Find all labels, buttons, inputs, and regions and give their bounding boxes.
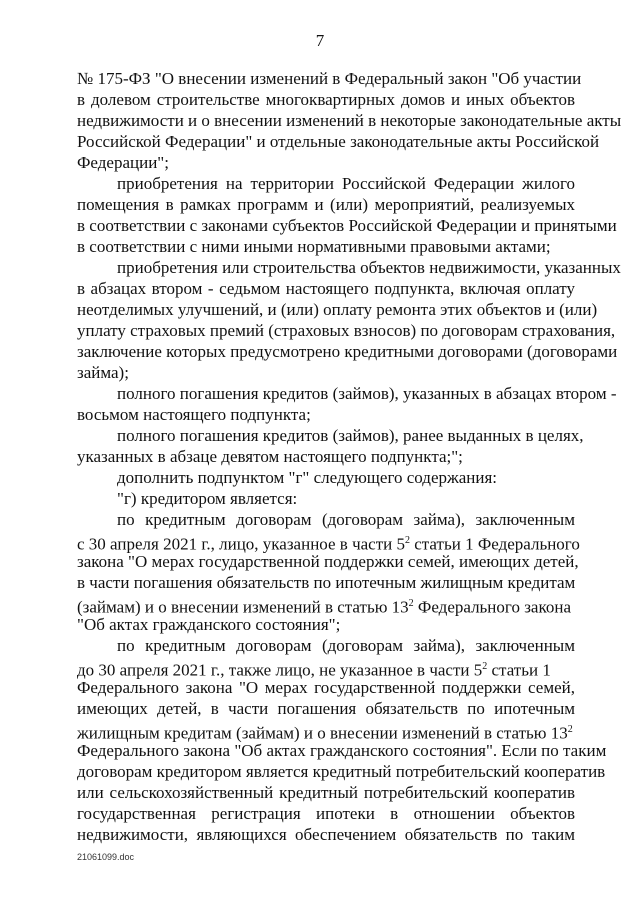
text-line: в части погашения обязательств по ипотечным жилищным кредитам bbox=[77, 573, 576, 592]
text-line: Российской Федерации" и отдельные законодательные акты Российской bbox=[77, 132, 600, 151]
text-line: по кредитным договорам (договорам займа), заключенным bbox=[117, 636, 575, 655]
text-line: до 30 апреля 2021 г., также лицо, не указанное в части $5^2$ статьи 1 bbox=[77, 660, 551, 680]
text-line: Федерального закона "Об актах гражданского состояния". Если по таким bbox=[77, 741, 607, 760]
text-line: в долевом строительстве многоквартирных домов и иных объектов bbox=[77, 90, 575, 109]
text-line: Федерального закона "О мерах государственной поддержки семей, bbox=[77, 678, 575, 697]
superscript: 2 bbox=[408, 598, 414, 609]
text-line: государственная регистрация ипотеки в отношении объектов bbox=[77, 804, 575, 823]
text-line: имеющих детей, в части погашения обязательств по ипотечным bbox=[77, 699, 575, 718]
text-line: восьмом настоящего подпункта; bbox=[77, 405, 311, 424]
footer-filename: 21061099.doc bbox=[77, 852, 135, 862]
text-line: жилищным кредитам (займам) и о внесении изменений в статью $13^2$ bbox=[77, 723, 573, 743]
superscript: 2 bbox=[482, 661, 488, 672]
text-line: приобретения на территории Российской Федерации жилого bbox=[117, 174, 575, 193]
text-line: Федерации"; bbox=[77, 153, 169, 172]
text-line: полного погашения кредитов (займов), ранее выданных в целях, bbox=[117, 426, 584, 445]
text-line: заключение которых предусмотрено кредитными договорами (договорами bbox=[77, 342, 618, 361]
text-line: неотделимых улучшений, и (или) оплату ремонта этих объектов и (или) bbox=[77, 300, 598, 319]
text-line: недвижимости и о внесении изменений в некоторые законодательные акты bbox=[77, 111, 622, 130]
text-line: указанных в абзаце девятом настоящего подпункта;"; bbox=[77, 447, 463, 466]
text-line: займа); bbox=[77, 363, 129, 382]
superscript: 2 bbox=[405, 535, 410, 546]
superscript: 2 bbox=[567, 724, 573, 735]
text-line: приобретения или строительства объектов недвижимости, указанных bbox=[117, 258, 621, 277]
text-line: "Об актах гражданского состояния"; bbox=[77, 615, 341, 634]
text-line: уплату страховых премий (страховых взносов) по договорам страхования, bbox=[77, 321, 616, 340]
text-line: с 30 апреля 2021 г., лицо, указанное в части $5^2$ статьи 1 Федерального bbox=[77, 534, 580, 554]
text-line: закона "О мерах государственной поддержки семей, имеющих детей, bbox=[77, 552, 579, 571]
text-line: в соответствии с ними иными нормативными правовыми актами; bbox=[77, 237, 551, 256]
text-line: (займам) и о внесении изменений в статью $13^2$ Федерального закона bbox=[77, 597, 571, 617]
text-line: или сельскохозяйственный кредитный потребительский кооператив bbox=[77, 783, 575, 802]
text-line: № 175-ФЗ "О внесении изменений в Федеральный закон "Об участии bbox=[77, 69, 582, 88]
text-line: в абзацах втором - седьмом настоящего подпункта, включая оплату bbox=[77, 279, 575, 298]
text-line: дополнить подпунктом "г" следующего содержания: bbox=[117, 468, 498, 487]
text-line: "г) кредитором является: bbox=[117, 489, 298, 508]
text-line: полного погашения кредитов (займов), указанных в абзацах втором - bbox=[117, 384, 617, 403]
text-line: помещения в рамках программ и (или) мероприятий, реализуемых bbox=[77, 195, 575, 214]
page-number: 7 bbox=[315, 31, 325, 50]
text-line: договорам кредитором является кредитный потребительский кооператив bbox=[77, 762, 606, 781]
text-line: недвижимости, являющихся обеспечением обязательств по таким bbox=[77, 825, 575, 844]
text-line: по кредитным договорам (договорам займа), заключенным bbox=[117, 510, 575, 529]
text-line: в соответствии с законами субъектов Российской Федерации и принятыми bbox=[77, 216, 617, 235]
